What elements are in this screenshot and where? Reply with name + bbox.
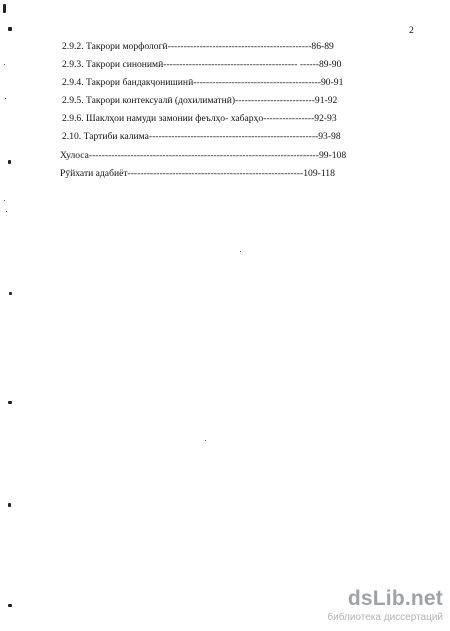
scan-mark (3, 4, 6, 13)
scan-speck (6, 211, 7, 212)
table-of-contents (60, 41, 390, 186)
toc-entry: 2.10. Тартиби калима-----------------------------------------------------93-98 (62, 131, 341, 143)
scan-mark (8, 27, 12, 31)
scan-speck (240, 251, 241, 252)
scan-mark (9, 292, 12, 295)
page-number: 2 (409, 26, 414, 36)
toc-entry: 2.9.5. Такрори контексуалӣ (дохилиматнӣ)-------------------------91-92 (62, 95, 338, 107)
toc-entry: 2.9.3. Такрори синонимӣ------------------------------------------ ------89-90 (62, 59, 342, 71)
scan-speck (4, 200, 5, 201)
watermark-subtitle: библиотека диссертаций (327, 612, 443, 623)
scan-mark (8, 160, 11, 164)
scan-speck (205, 440, 206, 441)
watermark-brand: dsLib.net (347, 587, 443, 610)
watermark (327, 587, 447, 627)
toc-entry: 2.9.4. Такрори бандакҷонишинӣ----------------------------------------90-91 (62, 77, 344, 89)
scan-mark (8, 401, 12, 404)
toc-entry: Хулоса------------------------------------------------------------------------99-108 (60, 149, 347, 161)
toc-entry: 2.9.2. Такрори морфологӣ---------------------------------------------86-89 (62, 41, 334, 52)
toc-entry: 2.9.6. Шаклҳои намуди замонии феълҳо- хабарҳо----------------92-93 (62, 113, 337, 125)
scan-speck (5, 98, 6, 99)
toc-entry: Рӯйхати адабиёт-------------------------------------------------------109-118 (60, 167, 335, 179)
scan-mark (8, 503, 11, 507)
scan-mark (8, 604, 12, 607)
scan-speck (4, 64, 5, 65)
